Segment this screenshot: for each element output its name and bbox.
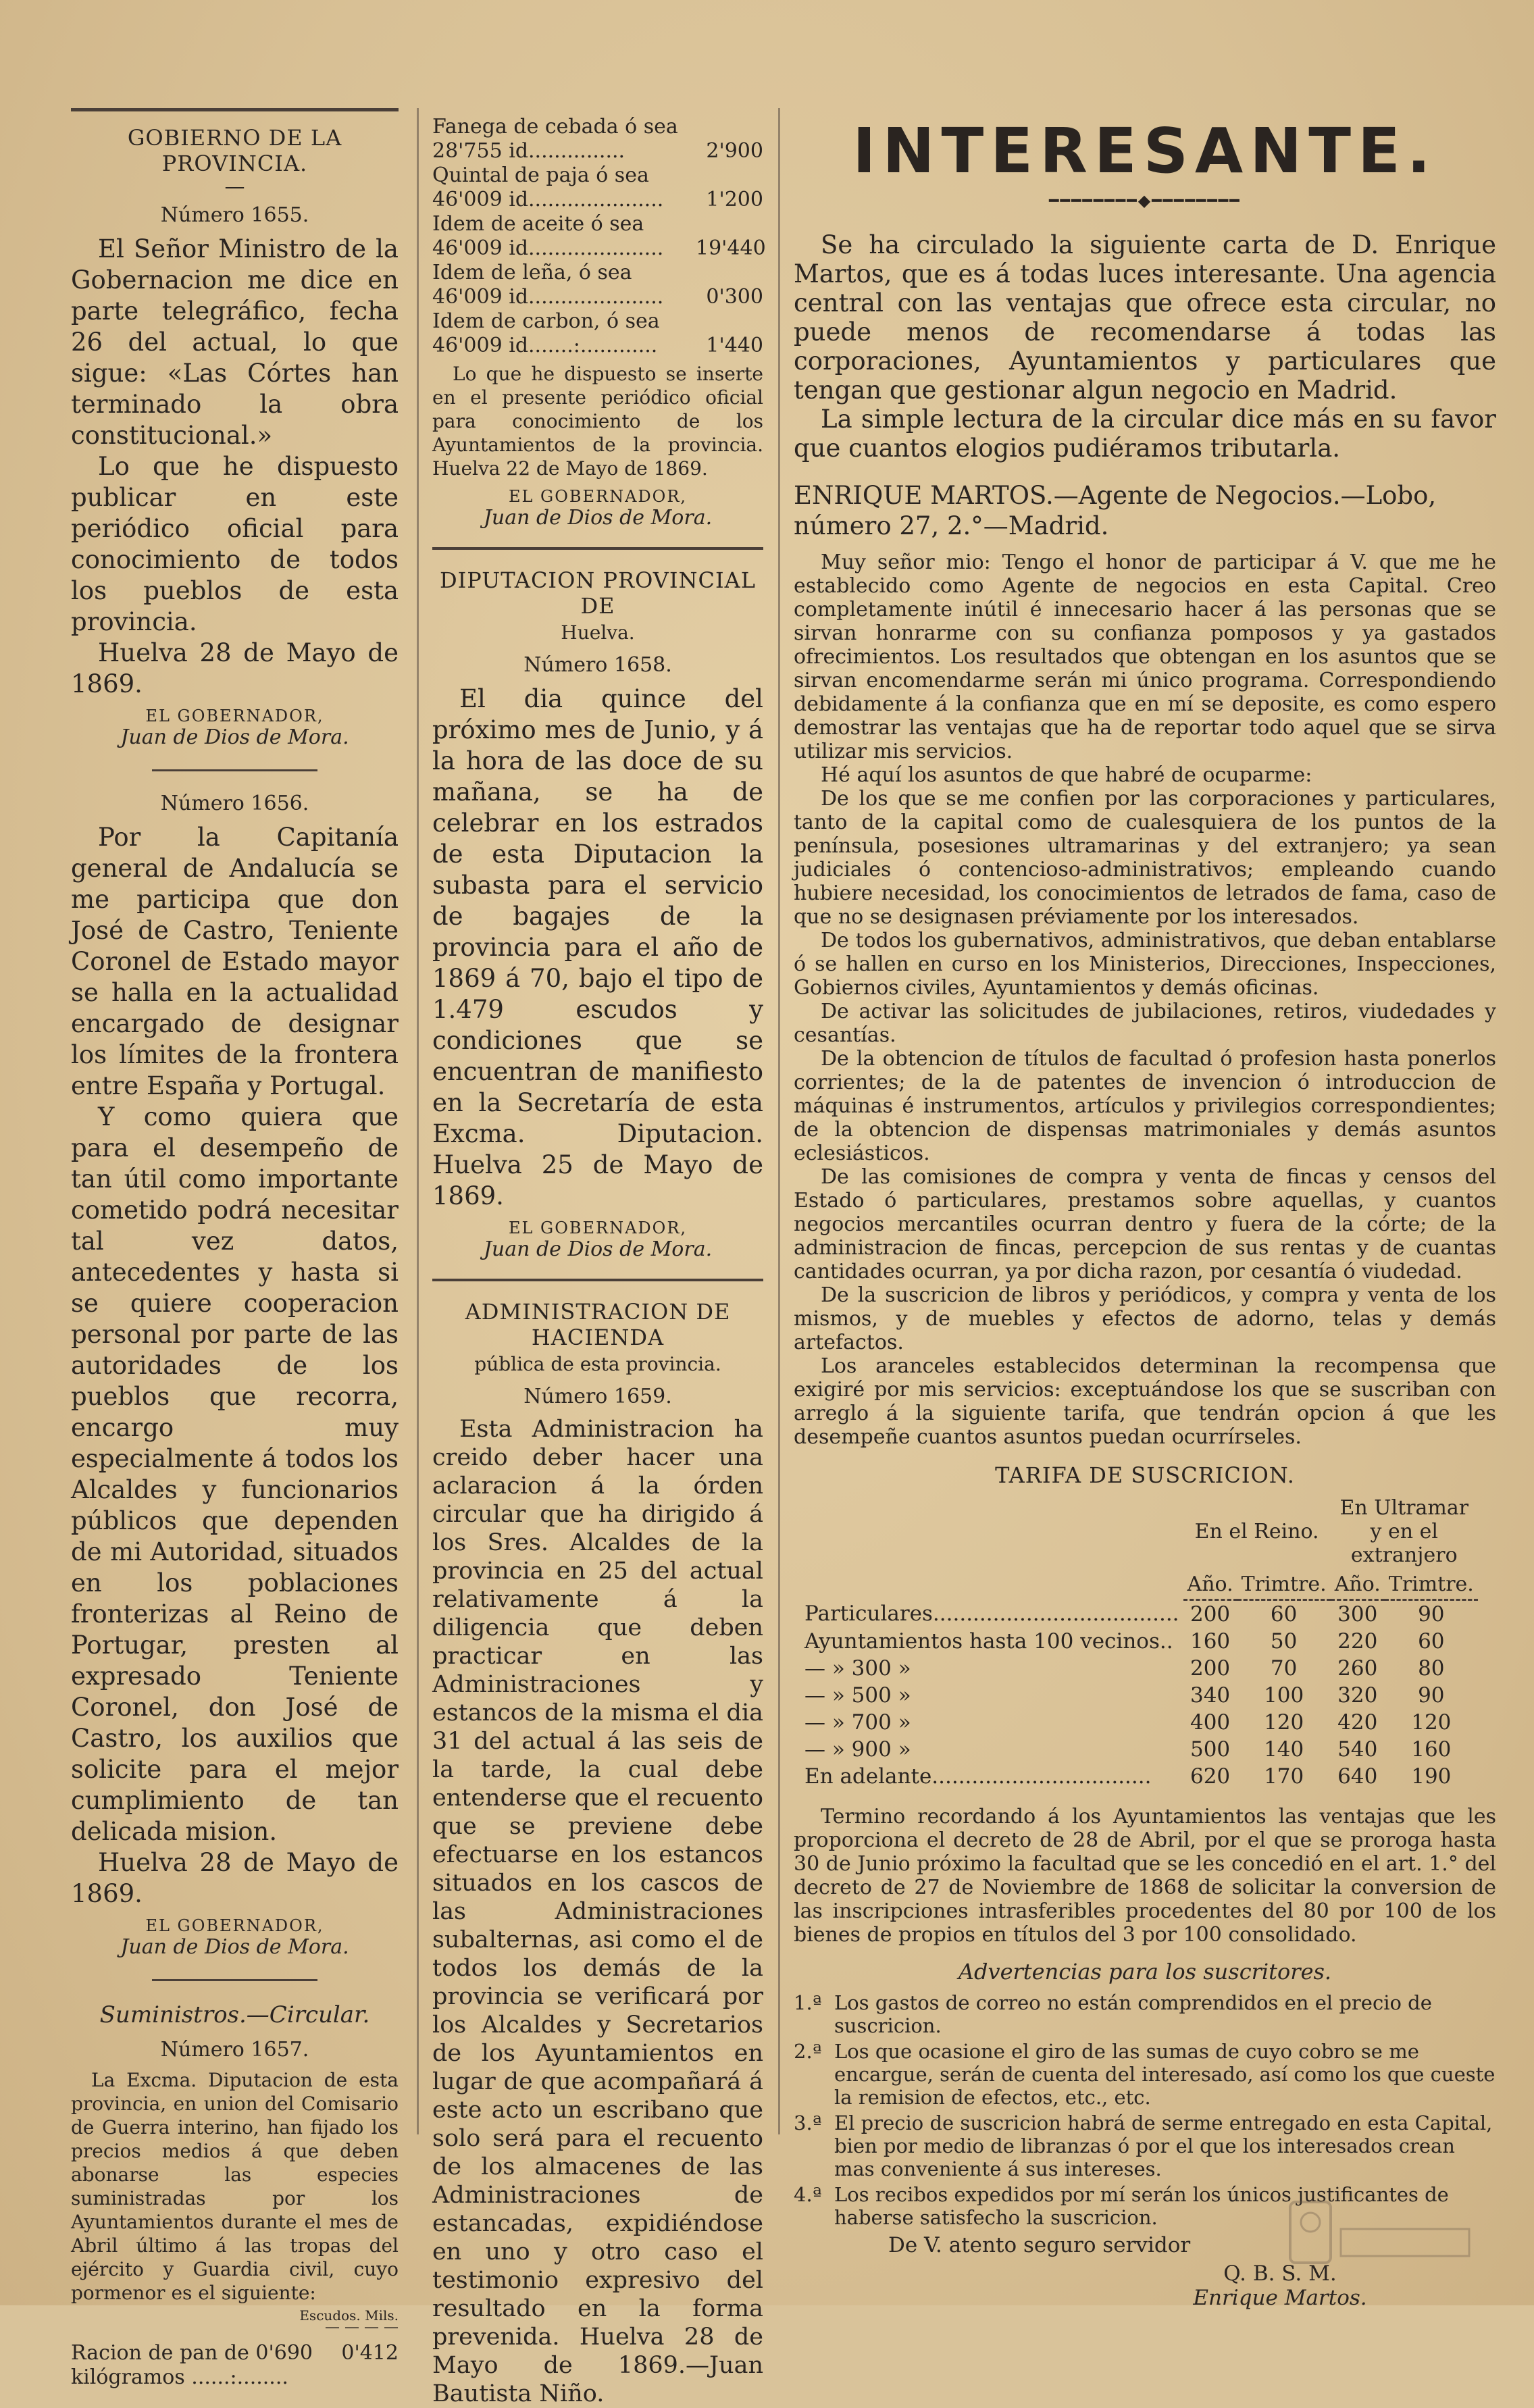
advertencia-text: Los recibos expedidos por mí serán los únicos justificantes de haberse satisfecho la suscricion. [834, 2183, 1449, 2229]
tariff-cell: 200 [1190, 1602, 1231, 1626]
tariff-cell: 60 [1418, 1629, 1445, 1654]
tariff-cell: 170 [1264, 1764, 1304, 1789]
top-rule [71, 108, 399, 111]
advertencia-number: 1.ª [794, 1991, 822, 2014]
tariff-cell: 620 [1190, 1764, 1231, 1789]
archive-watermark-logo [1277, 2182, 1479, 2283]
tariff-table [800, 1493, 1478, 1790]
notice-subheading: Suministros.—Circular. [99, 2001, 370, 2028]
tariff-row-label: — » 300 » [804, 1656, 911, 1681]
column-divider [778, 108, 780, 2134]
tariff-cell: 140 [1264, 1737, 1304, 1762]
tariff-cell: 80 [1418, 1656, 1445, 1681]
price-item-value: 0'300 [706, 285, 763, 309]
ornament-divider: ━━━━━━━━◆━━━━━━━━ [1049, 191, 1241, 210]
price-item-label: Fanega de cebada ó sea 28'755 id............... [432, 115, 678, 163]
intro-paragraph: La simple lectura de la circular dice más en su favor que cuantos elogios pudiéramos tributarla. [794, 405, 1496, 463]
closing-paragraph: Termino recordando á los Ayuntamientos las ventajas que les proporciona el decreto de 28 de Abril, por el que se proroga hasta 30 de Junio próximo la facultad que se les concedió en el art. 1.° del decreto de 27 de Noviembre de 1868 de solicitar la conversion de las inscripciones intrasferibles procedentes del 80 por 100 de los bienes de propios en títulos del 3 por 100 consolidado. [794, 1805, 1496, 1947]
notice-date: Huelva 28 de Mayo de 1869. [71, 1848, 399, 1908]
tariff-cell: 90 [1418, 1683, 1445, 1708]
units-rule: — — — — [325, 2319, 399, 2336]
notice-date: Huelva 28 de Mayo de 1869. [71, 638, 399, 698]
signature-title: EL GOBERNADOR, [145, 707, 324, 725]
notice-number: Número 1656. [160, 792, 309, 815]
tariff-group-kingdom: En el Reino. [1194, 1520, 1319, 1543]
advertencias-heading: Advertencias para los suscritores. [958, 1959, 1332, 1984]
tariff-cell: 70 [1270, 1656, 1298, 1681]
tariff-cell: 320 [1337, 1683, 1378, 1708]
main-title: INTERESANTE. [852, 115, 1437, 187]
tariff-row-label: — » 900 » [804, 1737, 911, 1762]
price-item [432, 115, 763, 163]
notice-paragraph: La Excma. Diputacion de esta provincia, en union del Comisario de Guerra interino, han fijado los precios medios á que deben abonarse las especies suministradas por los Ayuntamientos durante el mes de Abril último á las tropas del ejército y Guardia civil, cuyo pormenor es el siguiente: [71, 2069, 399, 2304]
tariff-cell: 200 [1190, 1656, 1231, 1681]
advertencia-item [794, 2040, 1496, 2109]
signature-name: Juan de Dios de Mora. [483, 1237, 713, 1261]
col-year: Año. [1331, 1570, 1385, 1600]
letter-paragraph: De las comisiones de compra y venta de fincas y censos del Estado ó particulares, prestamos sobre aquellas, y cuantos negocios mercantiles ocurran dentro y fuera de la córte; de la administracion de fincas, percepcion de sus rentas y de cuantas cantidades ocurran, ya por dicha razon, por cesantía ó viudedad. [794, 1165, 1496, 1283]
tariff-row [800, 1682, 1478, 1709]
tariff-row [800, 1736, 1478, 1763]
col-year: Año. [1183, 1570, 1237, 1600]
letter-paragraph: Hé aquí los asuntos de que habré de ocuparme: [821, 763, 1312, 787]
tariff-cell: 640 [1337, 1764, 1378, 1789]
notice-paragraph: El Señor Ministro de la Gobernacion me dice en parte telegráfico, fecha 26 del actual, lo que sigue: «Las Córtes han terminado la obra constitucional.» [71, 234, 399, 450]
tariff-group-abroad: En Ultramar y en el extranjero [1339, 1496, 1469, 1567]
tariff-title: TARIFA DE SUSCRICION. [995, 1462, 1295, 1488]
separator-rule [432, 1279, 763, 1281]
tariff-row-label: — » 700 » [804, 1710, 911, 1735]
notice-number: Número 1655. [160, 203, 309, 227]
col-quarter: Trimtre. [1385, 1570, 1478, 1600]
tariff-cell: 120 [1411, 1710, 1452, 1735]
dash: — [224, 175, 245, 199]
section-subheading: pública de esta provincia. [474, 1353, 721, 1375]
price-item-label: Quintal de paja ó sea 46'009 id..................... [432, 163, 664, 211]
price-item-label: Idem de aceite ó sea 46'009 id..................... [432, 212, 664, 260]
tariff-row [800, 1600, 1478, 1629]
advertencia-number: 3.ª [794, 2111, 822, 2134]
letter-paragraph: De los que se me confien por las corporaciones y particulares, tanto de la capital como de cualesquiera de los puntos de la península, posesiones ultramarinas y del extranjero; ya sean judiciales ó contencioso-administrativos; empleando cuando hubiere necesidad, los conocimientos de letrados de fama, caso de que no se designasen préviamente por los interesados. [794, 787, 1496, 929]
notice-paragraph: Por la Capitanía general de Andalucía se me participa que don José de Castro, Teniente Coronel de Estado mayor se halla en la actualidad encargado de designar los límites de la frontera entre España y Portugal. [71, 823, 399, 1100]
price-item-value: 19'440 [696, 236, 766, 260]
units-header: Escudos. Mils. [299, 2307, 399, 2324]
letter-paragraph: Muy señor mio: Tengo el honor de participar á V. que me he establecido como Agente de negocios en esta Capital. Creo completamente inútil é innecesario hacer á las personas que se sirvan honrarme con su confianza pomposos y ya gastados ofrecimientos. Los resultados que obtengan en los asuntos que se sirvan encomendarme serán mi único programa. Correspondiendo debidamente á la confianza que en mí se deposite, es como espero demostrar las ventajas que ha de reportar todo aquel que se sirva utilizar mis servicios. [794, 550, 1496, 763]
notice-paragraph: Lo que he dispuesto se inserte en el presente periódico oficial para conocimiento de los Ayuntamientos de la provincia. Huelva 22 de Mayo de 1869. [432, 363, 763, 480]
letter-paragraph: De la suscricion de libros y periódicos, y compra y venta de los mismos, y de muebles y efectos de adorno, telas y demás artefactos. [794, 1283, 1496, 1354]
tariff-cell: 500 [1190, 1737, 1231, 1762]
tariff-group-header [800, 1493, 1478, 1570]
signature-name: Juan de Dios de Mora. [483, 506, 713, 530]
separator-rule [152, 1979, 317, 1981]
letter-paragraph: De activar las solicitudes de jubilaciones, retiros, viudedades y cesantías. [794, 1000, 1496, 1047]
tariff-row-label: — » 500 » [804, 1683, 911, 1708]
price-item-value: 0'412 [341, 2341, 399, 2365]
price-item [432, 261, 763, 309]
tariff-row [800, 1709, 1478, 1736]
section-subheading: Huelva. [561, 621, 635, 644]
tariff-row [800, 1655, 1478, 1682]
qbsm: Q. B. S. M. [1223, 2261, 1337, 2286]
notice-number: Número 1658. [523, 653, 672, 677]
letter-paragraph: Los aranceles establecidos determinan la recompensa que exigiré por mis servicios: exceptuándose los que se suscriban con arreglo á la siguiente tarifa, que tendrán opcion á que les desempeñe cuantos asuntos puedan ocurrírseles. [794, 1354, 1496, 1449]
letter-paragraph: De la obtencion de títulos de facultad ó profesion hasta ponerlos corrientes; de la de patentes de invencion ó introduccion de máquinas é instrumentos, artículos y privilegios correspondientes; de la obtencion de dispensas matrimoniales y demás asuntos eclesiásticos. [794, 1047, 1496, 1165]
separator-rule [432, 547, 763, 550]
tariff-row [800, 1763, 1478, 1790]
tariff-cell: 120 [1264, 1710, 1304, 1735]
tariff-column-header [800, 1570, 1478, 1600]
column-3 [794, 115, 1496, 2310]
tariff-cell: 60 [1270, 1602, 1298, 1626]
separator-rule [152, 769, 317, 771]
advertencia-item [794, 2111, 1496, 2180]
tariff-cell: 220 [1337, 1629, 1378, 1654]
price-item-label: Racion de pan de 0'690 kilógramos ......:........ [71, 2341, 313, 2389]
section-heading: ADMINISTRACION DE HACIENDA [465, 1299, 731, 1350]
tariff-cell: 300 [1337, 1602, 1378, 1626]
price-item-label: Idem de carbon, ó sea 46'009 id.......:............ [432, 309, 660, 357]
price-item-label: Idem de leña, ó sea 46'009 id..................... [432, 261, 664, 309]
letter-body [794, 550, 1496, 1449]
price-item-value: 1'440 [706, 334, 763, 357]
column-1 [71, 108, 399, 2390]
letter-paragraph: De todos los gubernativos, administrativos, que deban entablarse ó se hallen en curso en los Ministerios, Direcciones, Inspecciones, Gobiernos civiles, Ayuntamientos y demás oficinas. [794, 929, 1496, 1000]
notice-number: Número 1659. [523, 1385, 672, 1408]
tariff-row-label: En adelante................................. [804, 1764, 1152, 1789]
notice-paragraph: Lo que he dispuesto publicar en este periódico oficial para conocimiento de todos los pueblos de esta provincia. [71, 452, 399, 636]
tariff-cell: 400 [1190, 1710, 1231, 1735]
col-quarter: Trimtre. [1237, 1570, 1331, 1600]
advertencia-text: Los gastos de correo no están comprendidos en el precio de suscricion. [834, 1991, 1432, 2037]
tariff-row-label: Particulares..................................... [804, 1602, 1179, 1626]
section-heading: GOBIERNO DE LA PROVINCIA. [127, 125, 342, 176]
tariff-cell: 160 [1411, 1737, 1452, 1762]
intro-paragraph: Se ha circulado la siguiente carta de D. Enrique Martos, que es á todas luces interesante. Una agencia central con las ventajas que ofrece esta circular, no puede menos de recomendarse á todas las corporaciones, Ayuntamientos y particulares que tengan que gestionar algun negocio en Madrid. [794, 230, 1496, 405]
advertencia-number: 2.ª [794, 2040, 822, 2063]
tariff-cell: 190 [1411, 1764, 1452, 1789]
price-item-value: 2'900 [706, 139, 763, 163]
advertencia-text: El precio de suscricion habrá de serme entregado en esta Capital, bien por medio de libranzas ó por el que los interesados crean mas conveniente á sus intereses. [834, 2111, 1493, 2180]
tariff-cell: 420 [1337, 1710, 1378, 1735]
tariff-cell: 160 [1190, 1629, 1231, 1654]
notice-paragraph: El dia quince del próximo mes de Junio, y á la hora de las doce de su mañana, se ha de celebrar en los estrados de esta Diputacion la subasta para el servicio de bagajes de la provincia para el año de 1869 á 70, bajo el tipo de 1.479 escudos y condiciones que se encuentran de manifiesto en la Secretaría de esta Excma. Diputacion. Huelva 25 de Mayo de 1869. [432, 684, 763, 1210]
price-item [71, 2341, 399, 2390]
farewell: De V. atento seguro servidor [888, 2233, 1191, 2257]
signature-name: Juan de Dios de Mora. [120, 1935, 349, 1959]
advertencia-text: Los que ocasione el giro de las sumas de cuyo cobro se me encargue, serán de cuenta del interesado, así como los que cueste la remision de efectos, etc., etc. [834, 2040, 1495, 2109]
signature-title: EL GOBERNADOR, [508, 1219, 688, 1237]
signature-title: EL GOBERNADOR, [508, 487, 688, 506]
signature-name: Juan de Dios de Mora. [120, 725, 349, 749]
letter-signature: Enrique Martos. [1193, 2286, 1367, 2310]
tariff-cell: 100 [1264, 1683, 1304, 1708]
column-divider [417, 108, 419, 2134]
signature-title: EL GOBERNADOR, [145, 1916, 324, 1935]
advertencia-number: 4.ª [794, 2183, 822, 2206]
tariff-cell: 540 [1337, 1737, 1378, 1762]
agent-heading: ENRIQUE MARTOS.—Agente de Negocios.—Lobo, número 27, 2.°—Madrid. [794, 481, 1437, 540]
price-list [432, 115, 766, 358]
notice-paragraph: Esta Administracion ha creido deber hacer una aclaracion á la órden circular que ha dirigido á los Sres. Alcaldes de la provincia en 25 del actual relativamente á la diligencia que deben practicar en las Administraciones y estancos de la misma el dia 31 del actual á las seis de la tarde, la cual debe entenderse que el recuento que se previene debe efectuarse en los estancos situados en los cascos de las Administraciones subalternas, asi como el de todos los demás de la provincia se verificará por los Alcaldes y Secretarios de los Ayuntamientos en lugar de que acompañará á este acto un escribano que solo será para el recuento de los almacenes de las Administraciones de estancadas, expidiéndose en uno y otro caso el testimonio expresivo del resultado en la forma prevenida. Huelva 28 de Mayo de 1869.—Juan Bautista Niño. [432, 1416, 763, 2407]
price-item [432, 309, 763, 358]
notice-number: Número 1657. [160, 2038, 309, 2061]
notice-paragraph: Y como quiera que para el desempeño de tan útil como importante cometido podrá necesitar tal vez datos, antecedentes y hasta si se quiere cooperacion personal por parte de las autoridades de los pueblos que recorra, encargo muy especialmente á todos los Alcaldes y funcionarios públicos que dependen de mi Autoridad, situados en los poblaciones fronterizas al Reino de Portugar, presten al expresado Teniente Coronel, don José de Castro, los auxilios que solicite para el mejor cumplimiento de tan delicada mision. [71, 1102, 399, 1846]
tariff-row-label: Ayuntamientos hasta 100 vecinos.. [804, 1629, 1173, 1654]
tariff-cell: 260 [1337, 1656, 1378, 1681]
column-2 [432, 115, 766, 2408]
tariff-cell: 90 [1418, 1602, 1445, 1626]
price-item-value: 1'200 [706, 188, 763, 211]
price-item [432, 212, 766, 261]
tariff-cell: 340 [1190, 1683, 1231, 1708]
price-item [432, 163, 763, 212]
tariff-cell: 50 [1270, 1629, 1298, 1654]
advertencia-item [794, 1991, 1496, 2037]
tariff-row [800, 1628, 1478, 1655]
section-heading: DIPUTACION PROVINCIAL DE [440, 567, 756, 619]
